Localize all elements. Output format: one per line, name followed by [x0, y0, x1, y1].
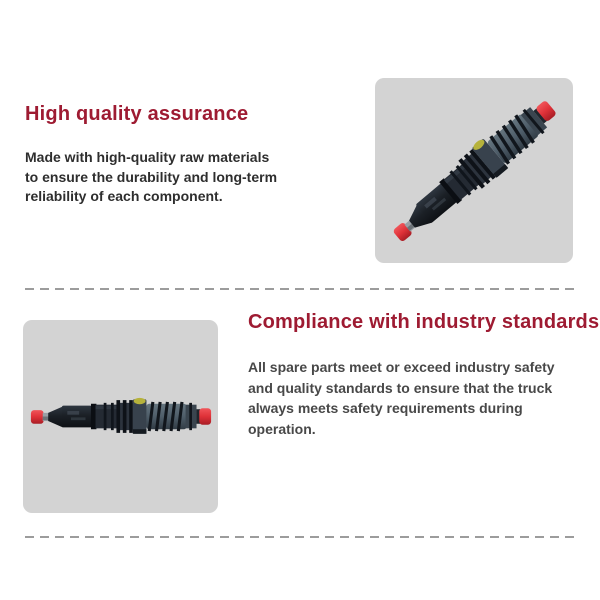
fuel-injector-image	[30, 389, 212, 444]
section-body-compliance	[248, 357, 555, 439]
body-line: to ensure the durability and long-term	[25, 168, 278, 185]
body-line: and quality standards to ensure that the truck	[248, 379, 553, 396]
dashed-divider	[25, 288, 575, 290]
section-body-quality	[25, 148, 277, 207]
body-line: operation.	[248, 420, 316, 437]
body-line: reliability of each component.	[25, 188, 223, 204]
body-line: always meets safety requirements during	[248, 400, 523, 416]
section-heading-compliance: Compliance with industry standards	[248, 311, 600, 333]
body-line: All spare parts meet or exceed industry safety	[248, 359, 555, 375]
product-image-card	[375, 78, 573, 263]
dashed-divider	[25, 536, 575, 538]
fuel-injector-image	[376, 82, 571, 260]
section-heading-quality: High quality assurance	[25, 103, 249, 125]
product-image-card	[23, 320, 218, 513]
body-line: Made with high-quality raw materials	[25, 149, 270, 165]
